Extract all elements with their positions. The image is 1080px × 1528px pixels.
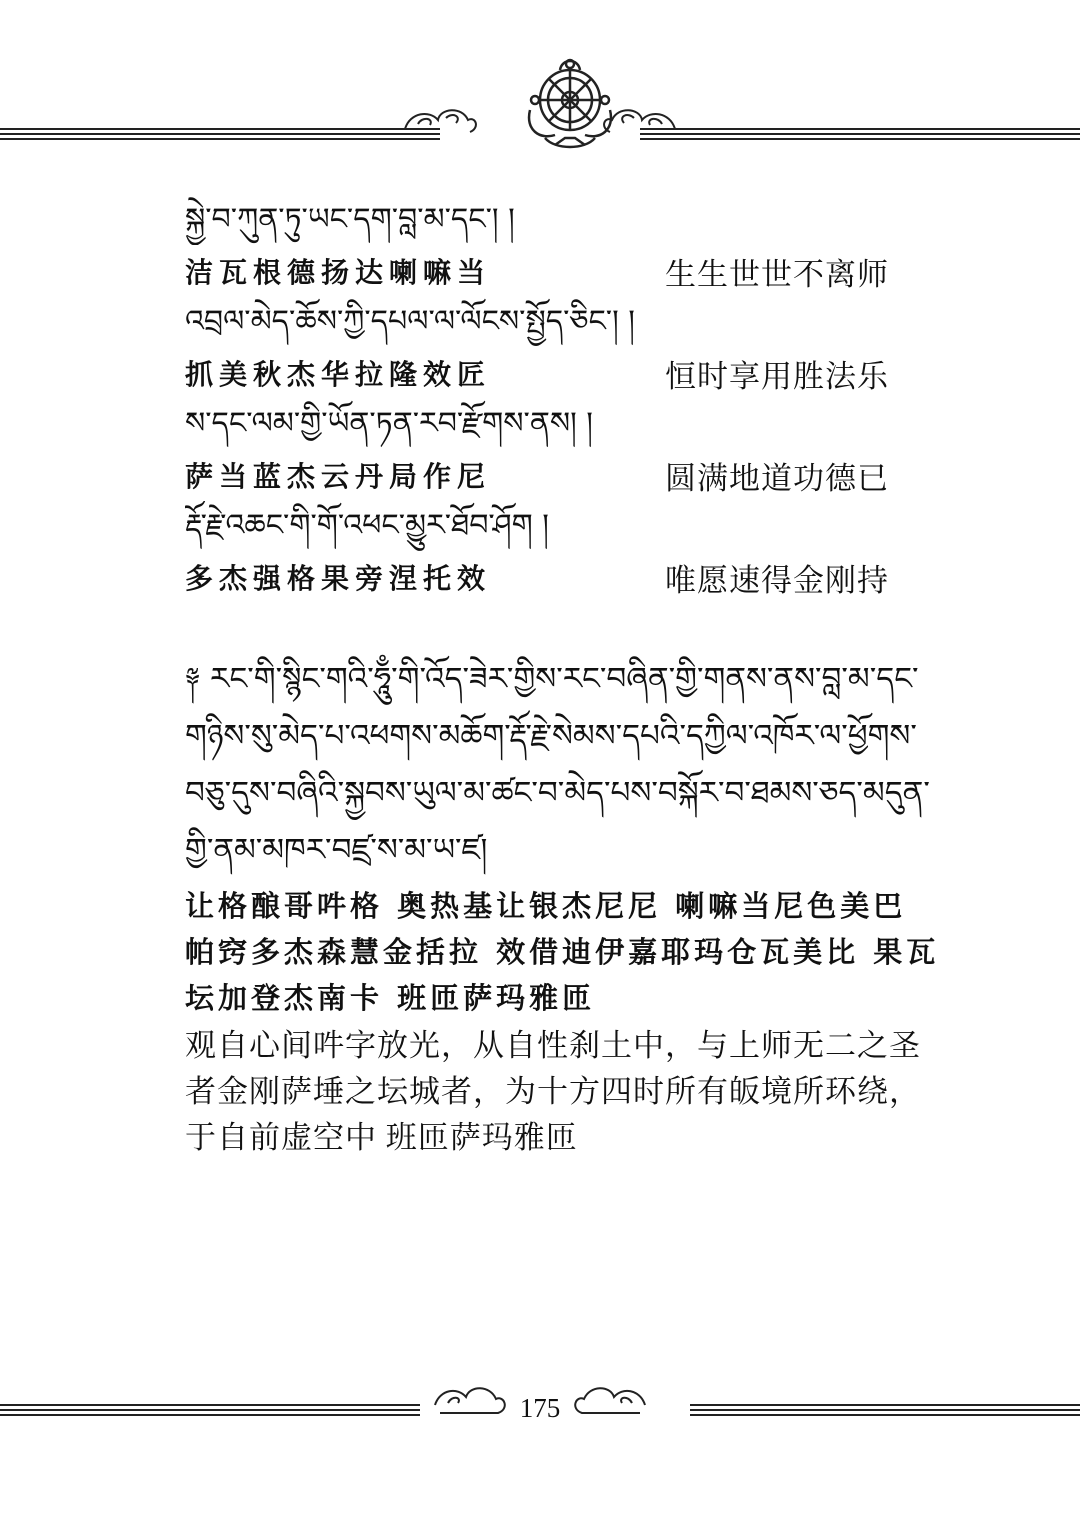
tibetan-paragraph-line: ༈ རང་གི་སྙིང་གའི་ཧཱུྃ་གི་འོད་ཟེར་གྱིས་རང་བཞིན་གྱི་གནས་ནས་བླ་མ་དང་ [185, 661, 919, 697]
transliteration-line: 抓美秋杰华拉隆效匠 [185, 358, 492, 391]
transliteration-line: 多杰强格果旁涅托效 [185, 562, 492, 595]
tibetan-line: འབྲལ་མེད་ཆོས་ཀྱི་དཔལ་ལ་ལོངས་སྤྱོད་ཅིང་། ། [185, 304, 635, 339]
page-content [185, 195, 950, 1161]
tibetan-line: ས་དང་ལམ་གྱི་ཡོན་ཏན་རབ་རྫོགས་ནས། ། [185, 406, 593, 441]
tibetan-paragraph [185, 651, 950, 879]
paragraph-chinese: 观自心间吽字放光，从自性刹土中，与上师无二之圣者金刚萨埵之坛城者，为十方四时所有皈境所环绕，于自前虚空中 班匝萨玛雅匝 [185, 1028, 921, 1155]
tibetan-line: སྐྱེ་བ་ཀུན་ཏུ་ཡང་དག་བླ་མ་དང་། ། [185, 202, 515, 237]
tibetan-line: རྡོ་རྗེ་འཆང་གི་གོ་འཕང་མྱུར་ཐོབ་ཤོག ། [185, 508, 549, 543]
verse-3 [185, 399, 950, 501]
chinese-line: 生生世世不离师 [665, 256, 889, 292]
page-number: 175 [519, 1393, 561, 1423]
tibetan-paragraph-line: གཉིས་སུ་མེད་པ་འཕགས་མཆོག་རྡོ་རྗེ་སེམས་དཔའི་དཀྱིལ་འཁོར་ལ་ཕྱོགས་ [185, 718, 917, 754]
transliteration-line: 萨当蓝杰云丹局作尼 [185, 460, 492, 493]
chinese-line: 圆满地道功德已 [665, 460, 889, 496]
chinese-line: 唯愿速得金刚持 [665, 562, 889, 598]
verse-1 [185, 195, 950, 297]
tibetan-paragraph-line: གྱི་ནམ་མཁར་བཛྲ་ས་མ་ཡ་ཛ། [185, 832, 488, 868]
chinese-line: 恒时享用胜法乐 [665, 358, 889, 394]
paragraph-transliteration: 让格酿哥吽格 奥热基让银杰尼尼 喇嘛当尼色美巴 帕窍多杰森慧金括拉 效借迪伊嘉耶玛仓瓦美比 果瓦坛加登杰南卡 班匝萨玛雅匝 [185, 889, 940, 1015]
verse-4 [185, 501, 950, 603]
dharma-wheel-icon [529, 60, 611, 147]
verse-2 [185, 297, 950, 399]
header-ornament [0, 50, 1080, 210]
tibetan-paragraph-line: བཅུ་དུས་བཞིའི་སྐྱབས་ཡུལ་མ་ཚང་བ་མེད་པས་བསྐོར་བ་ཐམས་ཅད་མདུན་ [185, 775, 930, 811]
transliteration-line: 洁瓦根德扬达喇嘛当 [185, 256, 492, 289]
